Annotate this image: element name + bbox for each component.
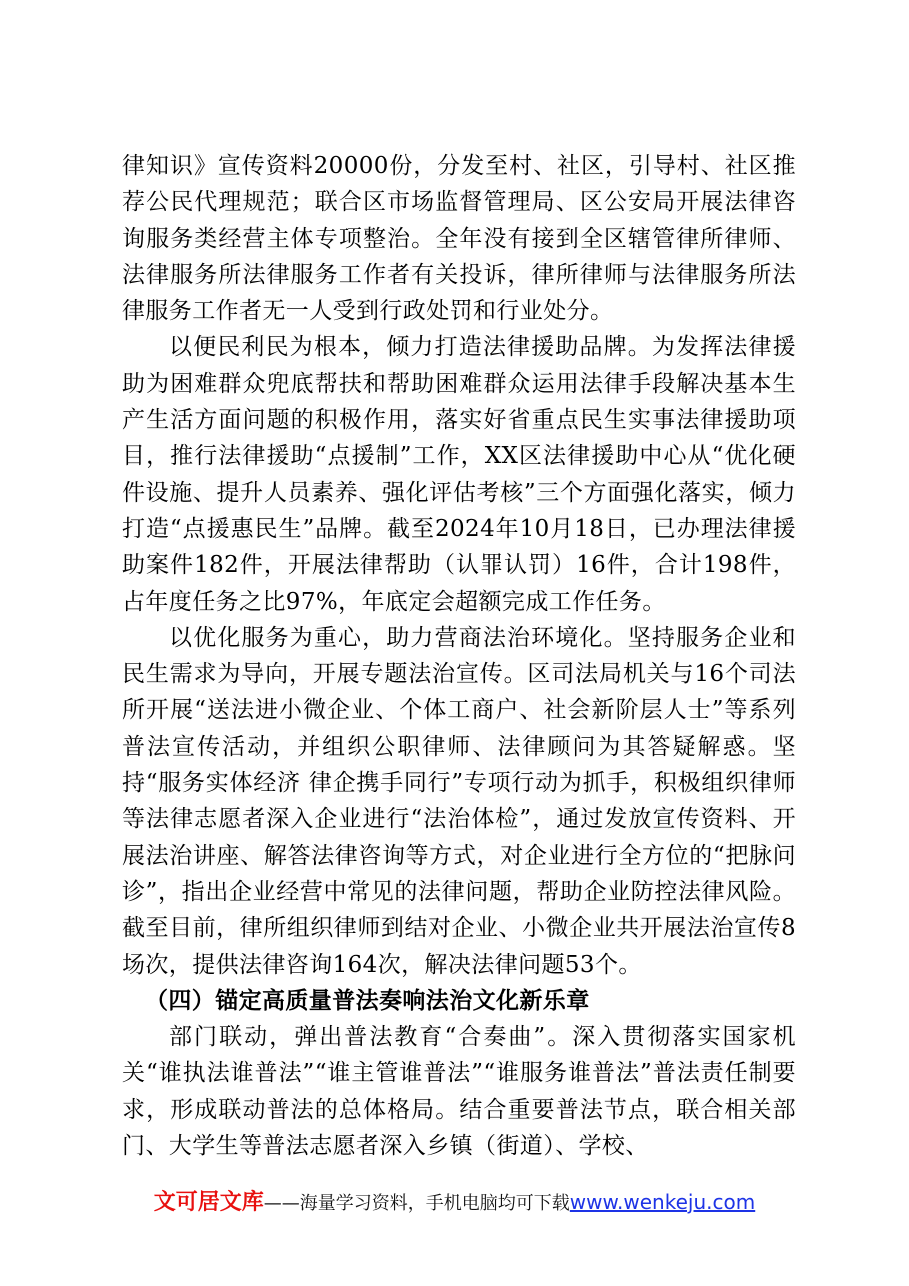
- paragraph-business-environment: 以优化服务为重心，助力营商法治环境化。坚持服务企业和民生需求为导向，开展专题法治宣传。区司法局机关与16个司法所开展“送法进小微企业、个体工商户、社会新阶层人士”等系列普法宣传活动，并组织公职律师、法律顾问为其答疑解惑。坚持“服务实体经济 律企携手同行”专项行动为抓手，积极组织律师等法律志愿者深入企业进行“法治体检”，通过发放宣传资料、开展法治讲座、解答法律咨询等方式，对企业进行全方位的“把脉问诊”，指出企业经营中常见的法律问题，帮助企业防控法律风险。截至目前，律所组织律师到结对企业、小微企业共开展法治宣传8场次，提供法律咨询164次，解决法律问题53个。: [122, 624, 796, 978]
- footer-link[interactable]: www.wenkeju.com: [569, 1190, 756, 1214]
- paragraph-department-linkage: 部门联动，弹出普法教育“合奏曲”。深入贯彻落实国家机关“谁执法谁普法”“谁主管谁普法”“谁服务谁普法”普法责任制要求，形成联动普法的总体格局。结合重要普法节点，联合相关部门、大学生等普法志愿者深入乡镇（街道）、学校、: [122, 1024, 796, 1160]
- footer-separator: ——: [263, 1193, 300, 1214]
- document-body: [122, 148, 796, 1164]
- footer-watermark: [0, 1185, 909, 1216]
- section-heading: （四）锚定高质量普法奏响法治文化新乐章: [145, 986, 590, 1014]
- footer-brand: 文可居文库: [153, 1190, 264, 1215]
- paragraph-continuation: 律知识》宣传资料20000份，分发至村、社区，引导村、社区推荐公民代理规范；联合区市场监督管理局、区公安局开展法律咨询服务类经营主体专项整治。全年没有接到全区辖管律所律师、法律服务所法律服务工作者有关投诉，律所律师与法律服务所法律服务工作者无一人受到行政处罚和行业处分。: [122, 153, 796, 325]
- paragraph-legal-aid: 以便民利民为根本，倾力打造法律援助品牌。为发挥法律援助为困难群众兜底帮扶和帮助困难群众运用法律手段解决基本生产生活方面问题的积极作用，落实好省重点民生实事法律援助项目，推行法律援助“点援制”工作，XX区法律援助中心从“优化硬件设施、提升人员素养、强化评估考核”三个方面强化落实，倾力打造“点援惠民生”品牌。截至2024年10月18日，已办理法律援助案件182件，开展法律帮助（认罪认罚）16件，合计198件，占年度任务之比97%，年底定会超额完成工作任务。: [122, 334, 796, 615]
- footer-description: 海量学习资料，手机电脑均可下载: [299, 1193, 570, 1214]
